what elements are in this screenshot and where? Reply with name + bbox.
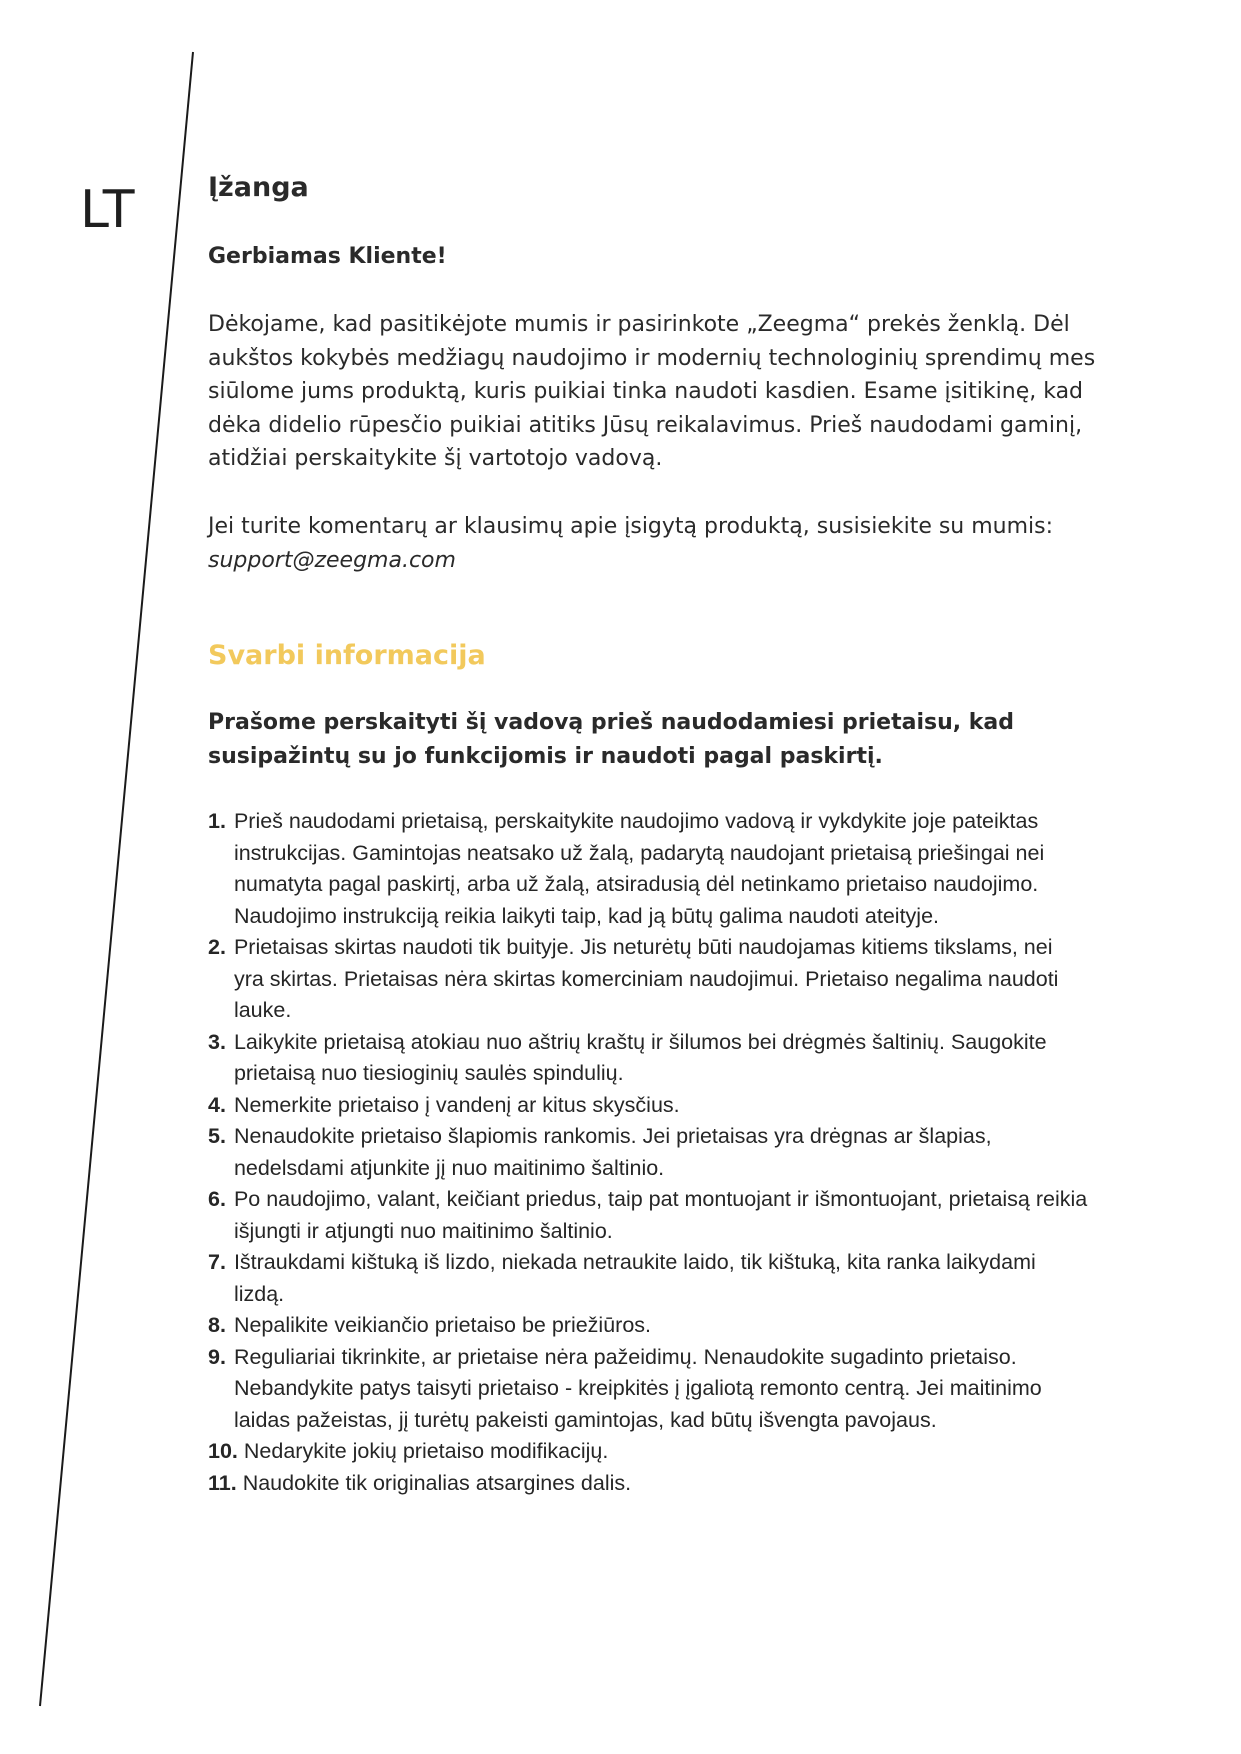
list-item xyxy=(208,1090,1088,1122)
list-item-text: Prieš naudodami prietaisą, perskaitykite naudojimo vadovą ir vykdykite joje pateiktas instrukcijas. Gamintojas neatsako už žalą, padarytą naudojant prietaisą priešingai nei numatyta pagal paskirtį, arba už žalą, atsiradusią dėl netinkamo prietaiso naudojimo. Naudojimo instrukciją reikia laikyti taip, kad ją būtų galima naudoti ateityje. xyxy=(233,809,1045,928)
list-item xyxy=(208,1342,1088,1437)
list-item-number: 7. xyxy=(208,1250,226,1274)
language-code: LT xyxy=(80,180,136,240)
contact-paragraph xyxy=(208,510,1108,577)
list-item-number: 4. xyxy=(208,1092,226,1117)
list-item-text: Reguliariai tikrinkite, ar prietaise nėra pažeidimų. Nenaudokite sugadinto prietaiso. Nebandykite patys taisyti prietaiso - kreipkitės į įgaliotą remonto centrą. Jei maitinimo laidas pažeistas, jį turėtų pakeisti gamintojas, kad būtų išvengta pavojaus. xyxy=(233,1344,1042,1432)
list-item-number: 2. xyxy=(208,935,226,959)
safety-instructions-list xyxy=(208,806,1088,1499)
list-item xyxy=(208,1310,1088,1342)
list-item xyxy=(208,1121,1088,1184)
list-item-number: 5. xyxy=(208,1124,226,1148)
list-item-text: Nedarykite jokių prietaiso modifikacijų. xyxy=(243,1439,609,1463)
list-item-number: 1. xyxy=(208,809,226,833)
list-item-number: 9. xyxy=(208,1344,226,1369)
list-item-text: Nenaudokite prietaiso šlapiomis rankomis. Jei prietaisas yra drėgnas ar šlapias, nedelsdami atjunkite jį nuo maitinimo šaltinio. xyxy=(233,1124,992,1180)
intro-paragraph: Dėkojame, kad pasitikėjote mumis ir pasirinkote „Zeegma“ prekės ženklą. Dėl aukštos kokybės medžiagų naudojimo ir modernių technologinių sprendimų mes siūlome jums produktą, kuris puikiai tinka naudoti kasdien. Esame įsitikinę, kad dėka didelio rūpesčio puikiai atitiks Jūsų reikalavimus. Prieš naudodami gaminį, atidžiai perskaitykite šį vartotojo vadovą. xyxy=(208,312,1096,471)
list-item xyxy=(208,806,1088,932)
list-item xyxy=(208,1468,1088,1500)
list-item-number: 6. xyxy=(208,1187,226,1211)
list-item-text: Ištraukdami kištuką iš lizdo, niekada netraukite laido, tik kištuką, kita ranka laikydami lizdą. xyxy=(233,1250,1036,1306)
list-item xyxy=(208,1027,1088,1090)
list-item-text: Prietaisas skirtas naudoti tik buityje. Jis neturėtų būti naudojamas kitiems tikslams, nei yra skirtas. Prietaisas nėra skirtas komerciniam naudojimui. Prietaiso negalima naudoti lauke. xyxy=(233,935,1059,1022)
list-item-text: Nemerkite prietaiso į vandenį ar kitus skysčius. xyxy=(233,1092,680,1117)
list-item-number: 11. xyxy=(208,1470,237,1495)
important-lead: Prašome perskaityti šį vadovą prieš naudodamiesi prietaisu, kad susipažintų su jo funkcijomis ir naudoti pagal paskirtį. xyxy=(208,710,1015,769)
list-item-text: Naudokite tik originalias atsargines dalis. xyxy=(242,1470,632,1495)
intro-title: Įžanga xyxy=(208,172,309,203)
main-content xyxy=(208,170,1108,1495)
list-item xyxy=(208,932,1088,1027)
list-item xyxy=(208,1247,1088,1310)
support-email-link[interactable]: support@zeegma.com xyxy=(208,547,456,573)
list-item-text: Po naudojimo, valant, keičiant priedus, taip pat montuojant ir išmontuojant, prietaisą reikia išjungti ir atjungti nuo maitinimo šaltinio. xyxy=(233,1187,1088,1243)
list-item xyxy=(208,1184,1088,1247)
greeting: Gerbiamas Kliente! xyxy=(208,244,447,269)
list-item-number: 3. xyxy=(208,1029,226,1054)
list-item xyxy=(208,1436,1088,1468)
important-info-title: Svarbi informacija xyxy=(208,640,486,671)
contact-text: Jei turite komentarų ar klausimų apie įsigytą produktą, susisiekite su mumis: xyxy=(208,514,1054,539)
list-item-number: 10. xyxy=(208,1439,238,1463)
list-item-text: Nepalikite veikiančio prietaiso be priežiūros. xyxy=(233,1313,652,1337)
list-item-text: Laikykite prietaisą atokiau nuo aštrių kraštų ir šilumos bei drėgmės šaltinių. Saugokite prietaisą nuo tiesioginių saulės spindulių. xyxy=(233,1029,1047,1085)
list-item-number: 8. xyxy=(208,1313,226,1337)
